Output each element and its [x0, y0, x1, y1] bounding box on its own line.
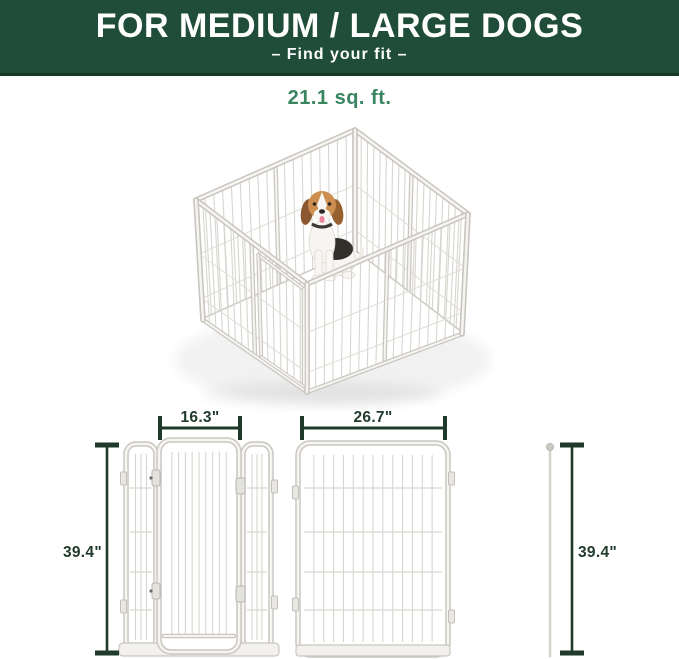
area-size-label: 21.1 sq. ft. [287, 87, 392, 109]
playpen-isometric-illustration [150, 112, 530, 412]
regular-panel-height-label: 39.4" [578, 544, 618, 561]
door-panel-height-label: 39.4" [62, 544, 102, 561]
regular-panel-width-label: 26.7" [353, 409, 393, 426]
page-title: FOR MEDIUM / LARGE DOGS [95, 7, 584, 45]
panel-front-views [119, 440, 455, 656]
ground-stake-rod [546, 443, 553, 656]
panel-dimension-diagram [0, 400, 679, 659]
header-banner [0, 0, 679, 76]
door-panel-width-label: 16.3" [180, 409, 220, 426]
page-subtitle: – Find your fit – [271, 46, 408, 63]
